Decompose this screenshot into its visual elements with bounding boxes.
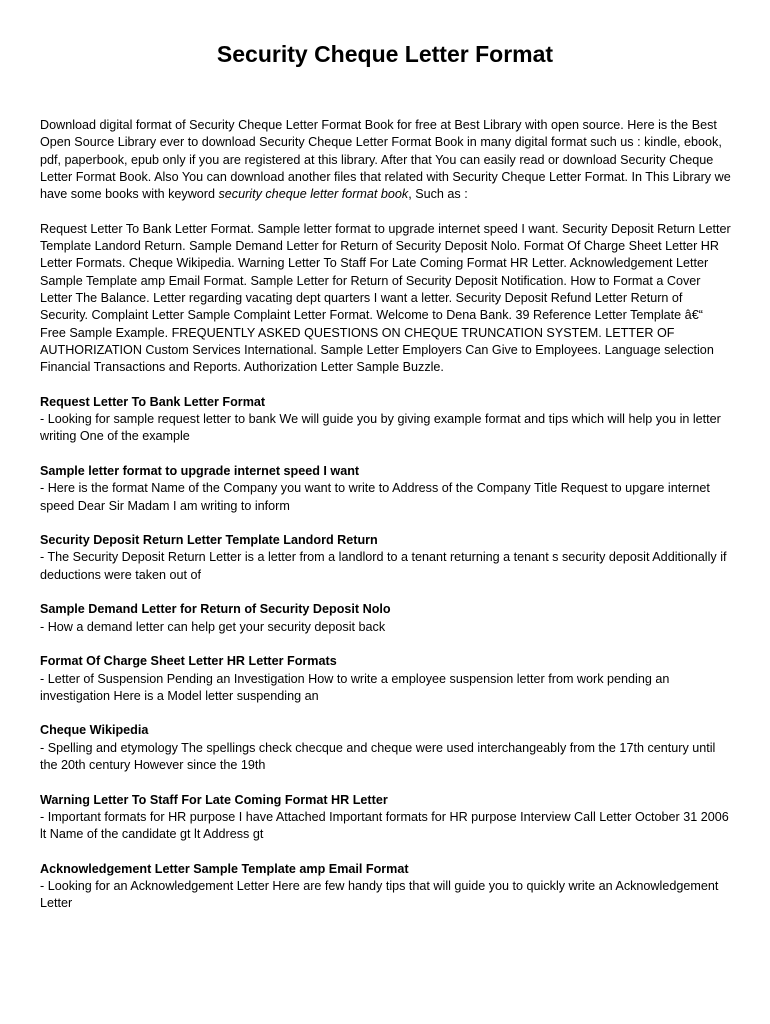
entry-title: Security Deposit Return Letter Template Landord Return — [40, 533, 378, 548]
entry-item — [40, 722, 732, 774]
entry-item — [40, 463, 732, 515]
entry-text: - Here is the format Name of the Company you want to write to Address of the Company Title Request to upgare internet speed Dear Sir Madam I am writing to inform — [40, 481, 710, 513]
entry-item — [40, 792, 732, 844]
entry-text: - Looking for sample request letter to bank We will guide you by giving example format and tips which will help you in letter writing One of the example — [40, 412, 721, 444]
intro-keyword: security cheque letter format book — [218, 187, 409, 202]
entry-item — [40, 861, 732, 913]
entry-title: Request Letter To Bank Letter Format — [40, 394, 266, 409]
entry-item — [40, 532, 732, 584]
entry-text: - Looking for an Acknowledgement Letter Here are few handy tips that will guide you to quickly write an Acknowledgement Letter — [40, 879, 719, 911]
entry-title: Cheque Wikipedia — [40, 723, 149, 738]
entry-item — [40, 653, 732, 705]
intro-lead: Download digital format of Security Cheque Letter Format Book for free at Best Library with open source. Here is the Best Open Source Library ever to download Security Cheque Letter Format Book in many digital format such us : kindle, ebook, pdf, paperbook, epub only if you are registered at this library. After that You can easily read or download Security Cheque Letter Format Book. Also You can download another files that related with Security Cheque Letter Format. In This Library we have some books with keyword — [40, 118, 731, 202]
entry-title: Sample letter format to upgrade internet speed I want — [40, 463, 360, 478]
entry-text: - The Security Deposit Return Letter is a letter from a landlord to a tenant returning a tenant s security deposit Additionally if deductions were taken out of — [40, 550, 727, 582]
entry-text: - Letter of Suspension Pending an Investigation How to write a employee suspension letter from work pending an investigation Here is a Model letter suspending an — [40, 671, 670, 703]
entry-item — [40, 394, 732, 446]
intro-tail: , Such as : — [408, 187, 468, 202]
document-body — [40, 117, 732, 930]
entry-item — [40, 601, 732, 636]
entry-title: Format Of Charge Sheet Letter HR Letter Formats — [40, 654, 337, 669]
page-title: Security Cheque Letter Format — [216, 41, 554, 67]
entry-title: Sample Demand Letter for Return of Security Deposit Nolo — [40, 602, 391, 617]
entry-text: - Spelling and etymology The spellings check checque and cheque were used interchangeably from the 17th century until the 20th century However since the 19th — [40, 740, 716, 772]
entry-title: Warning Letter To Staff For Late Coming Format HR Letter — [40, 792, 388, 807]
intro-paragraph — [40, 117, 732, 203]
entry-text: - Important formats for HR purpose I have Attached Important formats for HR purpose Interview Call Letter October 31 2006 lt Name of the candidate gt lt Address gt — [40, 809, 729, 842]
entry-title: Acknowledgement Letter Sample Template amp Email Format — [40, 861, 409, 876]
entry-text: - How a demand letter can help get your security deposit back — [40, 619, 386, 634]
summary-paragraph: Request Letter To Bank Letter Format. Sample letter format to upgrade internet speed I want. Security Deposit Return Letter Template Landord Return. Sample Demand Letter for Return of Security Deposit Nolo. Format Of Charge Sheet Letter HR Letter Formats. Cheque Wikipedia. Warning Letter To Staff For Late Coming Format HR Letter. Acknowledgement Letter Sample Template amp Email Format. Sample Letter for Return of Security Deposit Notification. How to Format a Cover Letter The Balance. Letter regarding vacating dept quarters I want a letter. Security Deposit Refund Letter Return of Security. Complaint Letter Sample Complaint Letter Format. Welcome to Dena Bank. 39 Reference Letter Template â€“ Free Sample Example. FREQUENTLY ASKED QUESTIONS ON CHEQUE TRUNCATION SYSTEM. LETTER OF AUTHORIZATION Custom Services International. Sample Letter Employers Can Give to Employees. Language selection Financial Transactions and Reports. Authorization Letter Sample Buzzle. — [40, 221, 731, 375]
